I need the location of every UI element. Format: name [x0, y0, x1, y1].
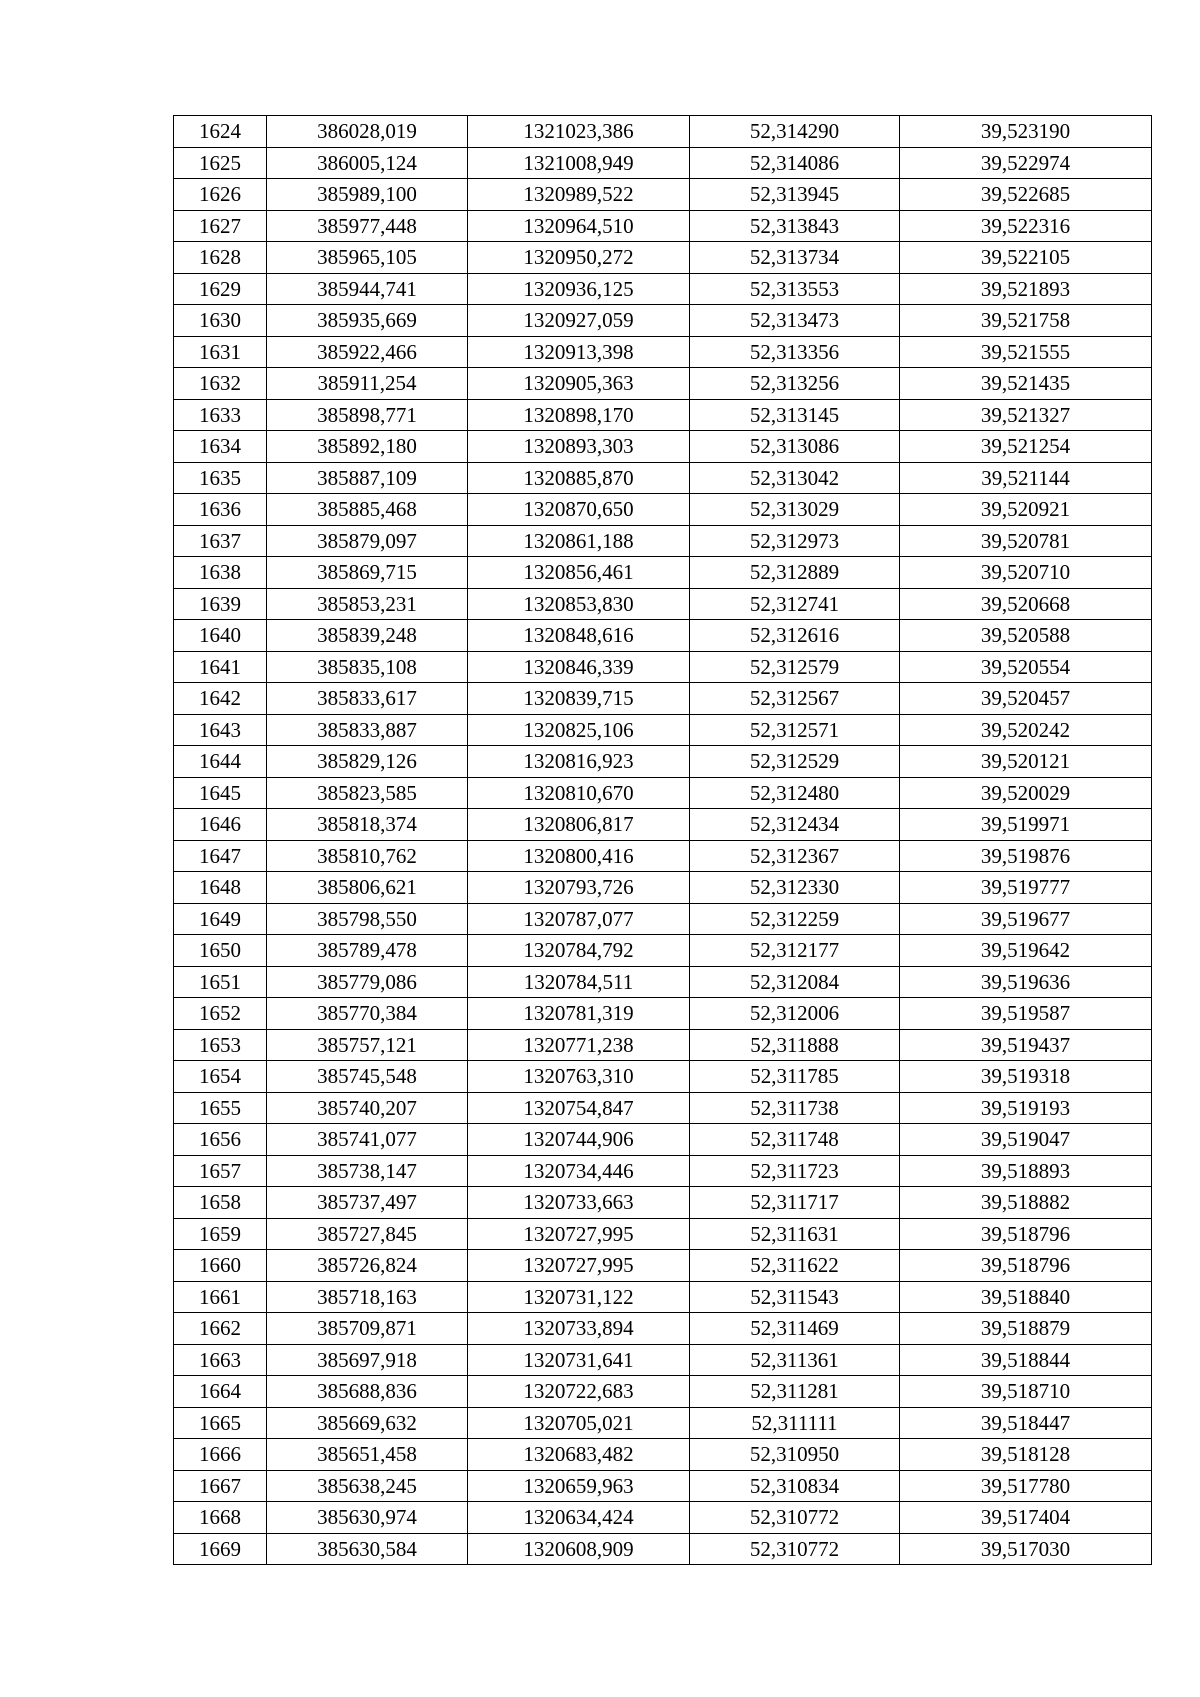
point-number-cell: 1655: [174, 1092, 267, 1124]
point-number-cell: 1648: [174, 872, 267, 904]
latitude-cell: 52,312529: [690, 746, 900, 778]
y-coordinate-cell: 1320905,363: [468, 368, 690, 400]
y-coordinate-cell: 1320781,319: [468, 998, 690, 1030]
point-number-cell: 1632: [174, 368, 267, 400]
longitude-cell: 39,519047: [900, 1124, 1152, 1156]
latitude-cell: 52,313256: [690, 368, 900, 400]
latitude-cell: 52,311888: [690, 1029, 900, 1061]
x-coordinate-cell: 385839,248: [267, 620, 468, 652]
longitude-cell: 39,523190: [900, 116, 1152, 148]
table-row: [174, 620, 1152, 652]
point-number-cell: 1639: [174, 588, 267, 620]
point-number-cell: 1635: [174, 462, 267, 494]
point-number-cell: 1653: [174, 1029, 267, 1061]
point-number-cell: 1640: [174, 620, 267, 652]
x-coordinate-cell: 385989,100: [267, 179, 468, 211]
point-number-cell: 1627: [174, 210, 267, 242]
y-coordinate-cell: 1320784,511: [468, 966, 690, 998]
table-row: [174, 494, 1152, 526]
point-number-cell: 1644: [174, 746, 267, 778]
point-number-cell: 1645: [174, 777, 267, 809]
latitude-cell: 52,312177: [690, 935, 900, 967]
longitude-cell: 39,518893: [900, 1155, 1152, 1187]
table-row: [174, 116, 1152, 148]
table-row: [174, 840, 1152, 872]
x-coordinate-cell: 385630,584: [267, 1533, 468, 1565]
table-row: [174, 179, 1152, 211]
longitude-cell: 39,518796: [900, 1218, 1152, 1250]
x-coordinate-cell: 385911,254: [267, 368, 468, 400]
x-coordinate-cell: 385741,077: [267, 1124, 468, 1156]
x-coordinate-cell: 385779,086: [267, 966, 468, 998]
x-coordinate-cell: 385697,918: [267, 1344, 468, 1376]
point-number-cell: 1663: [174, 1344, 267, 1376]
table-row: [174, 588, 1152, 620]
longitude-cell: 39,521893: [900, 273, 1152, 305]
table-row: [174, 1281, 1152, 1313]
latitude-cell: 52,311738: [690, 1092, 900, 1124]
latitude-cell: 52,312084: [690, 966, 900, 998]
longitude-cell: 39,519636: [900, 966, 1152, 998]
longitude-cell: 39,519777: [900, 872, 1152, 904]
table-row: [174, 966, 1152, 998]
point-number-cell: 1647: [174, 840, 267, 872]
latitude-cell: 52,313734: [690, 242, 900, 274]
point-number-cell: 1649: [174, 903, 267, 935]
latitude-cell: 52,312567: [690, 683, 900, 715]
x-coordinate-cell: 386005,124: [267, 147, 468, 179]
x-coordinate-cell: 385922,466: [267, 336, 468, 368]
latitude-cell: 52,312367: [690, 840, 900, 872]
latitude-cell: 52,310772: [690, 1502, 900, 1534]
point-number-cell: 1646: [174, 809, 267, 841]
point-number-cell: 1656: [174, 1124, 267, 1156]
x-coordinate-cell: 385688,836: [267, 1376, 468, 1408]
latitude-cell: 52,311622: [690, 1250, 900, 1282]
x-coordinate-cell: 385651,458: [267, 1439, 468, 1471]
table-row: [174, 683, 1152, 715]
latitude-cell: 52,311361: [690, 1344, 900, 1376]
x-coordinate-cell: 385738,147: [267, 1155, 468, 1187]
point-number-cell: 1624: [174, 116, 267, 148]
table-row: [174, 242, 1152, 274]
table-row: [174, 809, 1152, 841]
y-coordinate-cell: 1320927,059: [468, 305, 690, 337]
y-coordinate-cell: 1320964,510: [468, 210, 690, 242]
latitude-cell: 52,313843: [690, 210, 900, 242]
y-coordinate-cell: 1320634,424: [468, 1502, 690, 1534]
y-coordinate-cell: 1320806,817: [468, 809, 690, 841]
longitude-cell: 39,520710: [900, 557, 1152, 589]
table-row: [174, 273, 1152, 305]
x-coordinate-cell: 385726,824: [267, 1250, 468, 1282]
latitude-cell: 52,311723: [690, 1155, 900, 1187]
latitude-cell: 52,311785: [690, 1061, 900, 1093]
point-number-cell: 1625: [174, 147, 267, 179]
latitude-cell: 52,312006: [690, 998, 900, 1030]
y-coordinate-cell: 1320731,641: [468, 1344, 690, 1376]
latitude-cell: 52,310950: [690, 1439, 900, 1471]
latitude-cell: 52,313356: [690, 336, 900, 368]
latitude-cell: 52,313945: [690, 179, 900, 211]
x-coordinate-cell: 385833,887: [267, 714, 468, 746]
x-coordinate-cell: 385638,245: [267, 1470, 468, 1502]
x-coordinate-cell: 385892,180: [267, 431, 468, 463]
table-row: [174, 1407, 1152, 1439]
longitude-cell: 39,519193: [900, 1092, 1152, 1124]
x-coordinate-cell: 385718,163: [267, 1281, 468, 1313]
longitude-cell: 39,519587: [900, 998, 1152, 1030]
point-number-cell: 1630: [174, 305, 267, 337]
longitude-cell: 39,517030: [900, 1533, 1152, 1565]
table-row: [174, 462, 1152, 494]
point-number-cell: 1661: [174, 1281, 267, 1313]
x-coordinate-cell: 385745,548: [267, 1061, 468, 1093]
y-coordinate-cell: 1320816,923: [468, 746, 690, 778]
latitude-cell: 52,314086: [690, 147, 900, 179]
longitude-cell: 39,520668: [900, 588, 1152, 620]
point-number-cell: 1651: [174, 966, 267, 998]
x-coordinate-cell: 385965,105: [267, 242, 468, 274]
point-number-cell: 1629: [174, 273, 267, 305]
longitude-cell: 39,522685: [900, 179, 1152, 211]
point-number-cell: 1628: [174, 242, 267, 274]
point-number-cell: 1658: [174, 1187, 267, 1219]
latitude-cell: 52,311111: [690, 1407, 900, 1439]
longitude-cell: 39,520029: [900, 777, 1152, 809]
latitude-cell: 52,311281: [690, 1376, 900, 1408]
longitude-cell: 39,519876: [900, 840, 1152, 872]
longitude-cell: 39,518128: [900, 1439, 1152, 1471]
y-coordinate-cell: 1320733,894: [468, 1313, 690, 1345]
longitude-cell: 39,520457: [900, 683, 1152, 715]
longitude-cell: 39,521758: [900, 305, 1152, 337]
table-row: [174, 525, 1152, 557]
point-number-cell: 1665: [174, 1407, 267, 1439]
longitude-cell: 39,520921: [900, 494, 1152, 526]
y-coordinate-cell: 1320705,021: [468, 1407, 690, 1439]
latitude-cell: 52,312741: [690, 588, 900, 620]
longitude-cell: 39,519437: [900, 1029, 1152, 1061]
x-coordinate-cell: 385669,632: [267, 1407, 468, 1439]
point-number-cell: 1650: [174, 935, 267, 967]
table-row: [174, 1439, 1152, 1471]
table-row: [174, 431, 1152, 463]
x-coordinate-cell: 385833,617: [267, 683, 468, 715]
y-coordinate-cell: 1320784,792: [468, 935, 690, 967]
y-coordinate-cell: 1320839,715: [468, 683, 690, 715]
longitude-cell: 39,520242: [900, 714, 1152, 746]
latitude-cell: 52,313042: [690, 462, 900, 494]
longitude-cell: 39,518844: [900, 1344, 1152, 1376]
table-row: [174, 651, 1152, 683]
table-row: [174, 147, 1152, 179]
table-row: [174, 1376, 1152, 1408]
y-coordinate-cell: 1320861,188: [468, 525, 690, 557]
table-row: [174, 714, 1152, 746]
latitude-cell: 52,311717: [690, 1187, 900, 1219]
y-coordinate-cell: 1320936,125: [468, 273, 690, 305]
longitude-cell: 39,517404: [900, 1502, 1152, 1534]
latitude-cell: 52,312480: [690, 777, 900, 809]
y-coordinate-cell: 1320722,683: [468, 1376, 690, 1408]
y-coordinate-cell: 1320989,522: [468, 179, 690, 211]
y-coordinate-cell: 1320870,650: [468, 494, 690, 526]
y-coordinate-cell: 1320659,963: [468, 1470, 690, 1502]
table-row: [174, 1470, 1152, 1502]
x-coordinate-cell: 385898,771: [267, 399, 468, 431]
longitude-cell: 39,517780: [900, 1470, 1152, 1502]
coordinates-table-body: [174, 116, 1152, 1565]
table-row: [174, 1218, 1152, 1250]
table-row: [174, 998, 1152, 1030]
longitude-cell: 39,520588: [900, 620, 1152, 652]
y-coordinate-cell: 1320787,077: [468, 903, 690, 935]
point-number-cell: 1667: [174, 1470, 267, 1502]
y-coordinate-cell: 1320727,995: [468, 1218, 690, 1250]
table-row: [174, 1533, 1152, 1565]
table-row: [174, 1313, 1152, 1345]
point-number-cell: 1669: [174, 1533, 267, 1565]
latitude-cell: 52,312579: [690, 651, 900, 683]
x-coordinate-cell: 385810,762: [267, 840, 468, 872]
longitude-cell: 39,519677: [900, 903, 1152, 935]
point-number-cell: 1637: [174, 525, 267, 557]
x-coordinate-cell: 385757,121: [267, 1029, 468, 1061]
table-row: [174, 1250, 1152, 1282]
point-number-cell: 1643: [174, 714, 267, 746]
table-row: [174, 557, 1152, 589]
x-coordinate-cell: 385709,871: [267, 1313, 468, 1345]
table-row: [174, 336, 1152, 368]
x-coordinate-cell: 385737,497: [267, 1187, 468, 1219]
y-coordinate-cell: 1320763,310: [468, 1061, 690, 1093]
longitude-cell: 39,522974: [900, 147, 1152, 179]
x-coordinate-cell: 385853,231: [267, 588, 468, 620]
point-number-cell: 1631: [174, 336, 267, 368]
y-coordinate-cell: 1320893,303: [468, 431, 690, 463]
latitude-cell: 52,310772: [690, 1533, 900, 1565]
point-number-cell: 1633: [174, 399, 267, 431]
latitude-cell: 52,312434: [690, 809, 900, 841]
point-number-cell: 1660: [174, 1250, 267, 1282]
x-coordinate-cell: 385630,974: [267, 1502, 468, 1534]
y-coordinate-cell: 1320913,398: [468, 336, 690, 368]
point-number-cell: 1638: [174, 557, 267, 589]
point-number-cell: 1666: [174, 1439, 267, 1471]
table-row: [174, 1124, 1152, 1156]
x-coordinate-cell: 385727,845: [267, 1218, 468, 1250]
y-coordinate-cell: 1321008,949: [468, 147, 690, 179]
point-number-cell: 1657: [174, 1155, 267, 1187]
longitude-cell: 39,519642: [900, 935, 1152, 967]
x-coordinate-cell: 385818,374: [267, 809, 468, 841]
table-row: [174, 210, 1152, 242]
point-number-cell: 1664: [174, 1376, 267, 1408]
point-number-cell: 1642: [174, 683, 267, 715]
longitude-cell: 39,520121: [900, 746, 1152, 778]
y-coordinate-cell: 1320853,830: [468, 588, 690, 620]
point-number-cell: 1668: [174, 1502, 267, 1534]
table-row: [174, 368, 1152, 400]
longitude-cell: 39,521555: [900, 336, 1152, 368]
longitude-cell: 39,519318: [900, 1061, 1152, 1093]
longitude-cell: 39,518710: [900, 1376, 1152, 1408]
table-row: [174, 1502, 1152, 1534]
y-coordinate-cell: 1320608,909: [468, 1533, 690, 1565]
y-coordinate-cell: 1320856,461: [468, 557, 690, 589]
y-coordinate-cell: 1321023,386: [468, 116, 690, 148]
longitude-cell: 39,518840: [900, 1281, 1152, 1313]
latitude-cell: 52,313473: [690, 305, 900, 337]
x-coordinate-cell: 385740,207: [267, 1092, 468, 1124]
longitude-cell: 39,518447: [900, 1407, 1152, 1439]
latitude-cell: 52,311631: [690, 1218, 900, 1250]
x-coordinate-cell: 385829,126: [267, 746, 468, 778]
longitude-cell: 39,522316: [900, 210, 1152, 242]
table-row: [174, 1061, 1152, 1093]
longitude-cell: 39,518796: [900, 1250, 1152, 1282]
point-number-cell: 1654: [174, 1061, 267, 1093]
latitude-cell: 52,312259: [690, 903, 900, 935]
point-number-cell: 1652: [174, 998, 267, 1030]
longitude-cell: 39,518879: [900, 1313, 1152, 1345]
longitude-cell: 39,522105: [900, 242, 1152, 274]
longitude-cell: 39,521144: [900, 462, 1152, 494]
point-number-cell: 1634: [174, 431, 267, 463]
table-row: [174, 1344, 1152, 1376]
table-row: [174, 399, 1152, 431]
latitude-cell: 52,313145: [690, 399, 900, 431]
table-row: [174, 1092, 1152, 1124]
x-coordinate-cell: 385823,585: [267, 777, 468, 809]
latitude-cell: 52,311748: [690, 1124, 900, 1156]
x-coordinate-cell: 385887,109: [267, 462, 468, 494]
x-coordinate-cell: 385798,550: [267, 903, 468, 935]
table-row: [174, 1187, 1152, 1219]
latitude-cell: 52,313553: [690, 273, 900, 305]
point-number-cell: 1641: [174, 651, 267, 683]
point-number-cell: 1662: [174, 1313, 267, 1345]
x-coordinate-cell: 385869,715: [267, 557, 468, 589]
point-number-cell: 1626: [174, 179, 267, 211]
latitude-cell: 52,314290: [690, 116, 900, 148]
y-coordinate-cell: 1320734,446: [468, 1155, 690, 1187]
table-row: [174, 305, 1152, 337]
latitude-cell: 52,312973: [690, 525, 900, 557]
table-row: [174, 777, 1152, 809]
y-coordinate-cell: 1320771,238: [468, 1029, 690, 1061]
y-coordinate-cell: 1320810,670: [468, 777, 690, 809]
x-coordinate-cell: 385944,741: [267, 273, 468, 305]
y-coordinate-cell: 1320885,870: [468, 462, 690, 494]
longitude-cell: 39,521254: [900, 431, 1152, 463]
x-coordinate-cell: 385789,478: [267, 935, 468, 967]
y-coordinate-cell: 1320898,170: [468, 399, 690, 431]
x-coordinate-cell: 385879,097: [267, 525, 468, 557]
longitude-cell: 39,520554: [900, 651, 1152, 683]
latitude-cell: 52,313029: [690, 494, 900, 526]
y-coordinate-cell: 1320733,663: [468, 1187, 690, 1219]
y-coordinate-cell: 1320950,272: [468, 242, 690, 274]
longitude-cell: 39,521435: [900, 368, 1152, 400]
latitude-cell: 52,311543: [690, 1281, 900, 1313]
x-coordinate-cell: 385835,108: [267, 651, 468, 683]
y-coordinate-cell: 1320800,416: [468, 840, 690, 872]
table-row: [174, 1155, 1152, 1187]
latitude-cell: 52,312571: [690, 714, 900, 746]
latitude-cell: 52,310834: [690, 1470, 900, 1502]
x-coordinate-cell: 385806,621: [267, 872, 468, 904]
y-coordinate-cell: 1320727,995: [468, 1250, 690, 1282]
y-coordinate-cell: 1320793,726: [468, 872, 690, 904]
point-number-cell: 1636: [174, 494, 267, 526]
longitude-cell: 39,518882: [900, 1187, 1152, 1219]
y-coordinate-cell: 1320744,906: [468, 1124, 690, 1156]
table-row: [174, 935, 1152, 967]
longitude-cell: 39,521327: [900, 399, 1152, 431]
x-coordinate-cell: 385885,468: [267, 494, 468, 526]
x-coordinate-cell: 385770,384: [267, 998, 468, 1030]
x-coordinate-cell: 385935,669: [267, 305, 468, 337]
latitude-cell: 52,312889: [690, 557, 900, 589]
latitude-cell: 52,311469: [690, 1313, 900, 1345]
latitude-cell: 52,312616: [690, 620, 900, 652]
table-row: [174, 903, 1152, 935]
y-coordinate-cell: 1320754,847: [468, 1092, 690, 1124]
table-row: [174, 1029, 1152, 1061]
table-row: [174, 872, 1152, 904]
latitude-cell: 52,313086: [690, 431, 900, 463]
y-coordinate-cell: 1320731,122: [468, 1281, 690, 1313]
longitude-cell: 39,519971: [900, 809, 1152, 841]
x-coordinate-cell: 385977,448: [267, 210, 468, 242]
x-coordinate-cell: 386028,019: [267, 116, 468, 148]
coordinates-table: [173, 115, 1152, 1565]
y-coordinate-cell: 1320683,482: [468, 1439, 690, 1471]
longitude-cell: 39,520781: [900, 525, 1152, 557]
latitude-cell: 52,312330: [690, 872, 900, 904]
y-coordinate-cell: 1320846,339: [468, 651, 690, 683]
y-coordinate-cell: 1320825,106: [468, 714, 690, 746]
table-row: [174, 746, 1152, 778]
y-coordinate-cell: 1320848,616: [468, 620, 690, 652]
point-number-cell: 1659: [174, 1218, 267, 1250]
